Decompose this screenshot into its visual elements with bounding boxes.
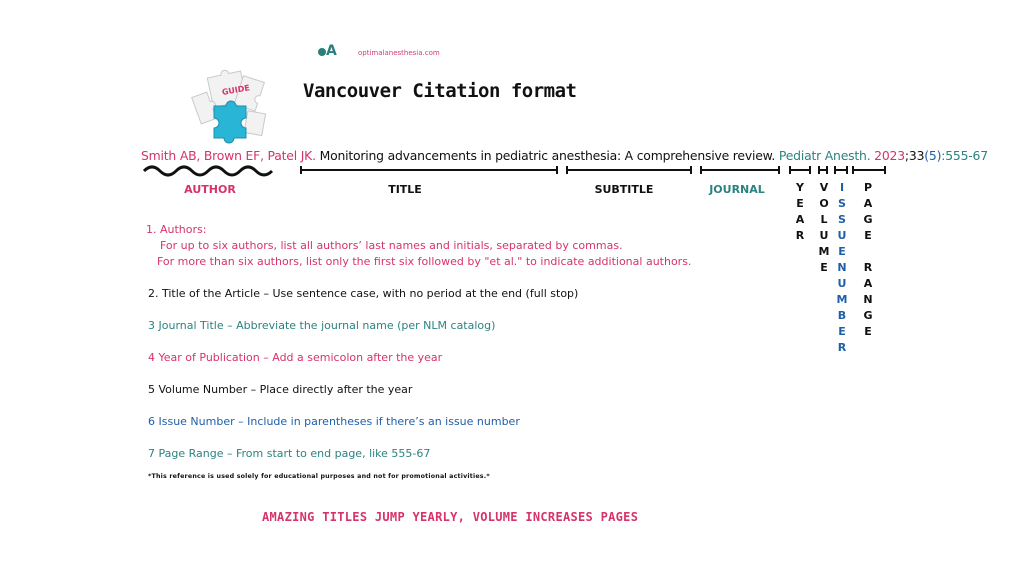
segment-label-author: AUTHOR <box>184 183 236 196</box>
citation-volume: 33 <box>908 148 925 163</box>
segment-label-title: TITLE <box>388 183 422 196</box>
journal-bracket <box>700 166 780 174</box>
note-volume: 5 Volume Number – Place directly after the year <box>148 383 413 396</box>
issue-bracket <box>834 166 848 174</box>
segment-label-subtitle: SUBTITLE <box>594 183 654 196</box>
pages-bracket <box>852 166 886 174</box>
note-authors-line2: For more than six authors, list only the first six followed by "et al." to indicate additional authors. <box>157 255 692 268</box>
segment-label-journal: JOURNAL <box>709 183 765 196</box>
year-bracket <box>789 166 811 174</box>
disclaimer-footnote: *This reference is used solely for educational purposes and not for promotional activities.* <box>148 473 490 480</box>
puzzle-label: GUIDE <box>221 83 251 97</box>
note-year: 4 Year of Publication – Add a semicolon after the year <box>148 351 443 364</box>
segment-label-page-range: P A G E R A N G E <box>863 181 873 338</box>
mnemonic-phrase: AMAZING TITLES JUMP YEARLY, VOLUME INCREASES PAGES <box>262 510 639 524</box>
note-authors-line1: For up to six authors, list all authors’ last names and initials, separated by commas. <box>160 239 623 252</box>
page-title: Vancouver Citation format <box>303 80 577 102</box>
citation-authors: Smith AB, Brown EF, Patel JK. <box>141 148 316 163</box>
volume-bracket <box>818 166 828 174</box>
citation-year: 2023 <box>870 148 905 163</box>
brand-url: optimalanesthesia.com <box>358 49 440 57</box>
citation-semicolon: ; <box>904 148 909 163</box>
segment-label-volume: V O L U M E <box>818 181 830 274</box>
title-bracket <box>300 166 558 174</box>
citation-title: Monitoring advancements in pediatric anesthesia: A comprehensive review. <box>315 148 776 163</box>
note-page-range: 7 Page Range – From start to end page, like 555-67 <box>148 447 431 460</box>
note-title: 2. Title of the Article – Use sentence case, with no period at the end (full stop) <box>148 287 579 300</box>
subtitle-bracket <box>566 166 692 174</box>
citation-issue: (5) <box>924 148 942 163</box>
note-authors-heading: 1. Authors: <box>146 223 207 236</box>
puzzle-pieces-icon <box>188 64 278 144</box>
author-squiggle-marker <box>142 163 282 179</box>
citation-journal: Pediatr Anesth. <box>775 148 871 163</box>
note-issue: 6 Issue Number – Include in parentheses if there’s an issue number <box>148 415 520 428</box>
example-citation <box>141 148 988 163</box>
brand-header <box>318 43 440 60</box>
note-journal: 3 Journal Title – Abbreviate the journal name (per NLM catalog) <box>148 319 496 332</box>
brand-logo-icon: A <box>318 46 338 60</box>
segment-label-year: Y E A R <box>795 181 805 242</box>
segment-label-issue: I S S U E N U M B E R <box>836 181 848 354</box>
citation-pages: :555-67 <box>941 148 988 163</box>
